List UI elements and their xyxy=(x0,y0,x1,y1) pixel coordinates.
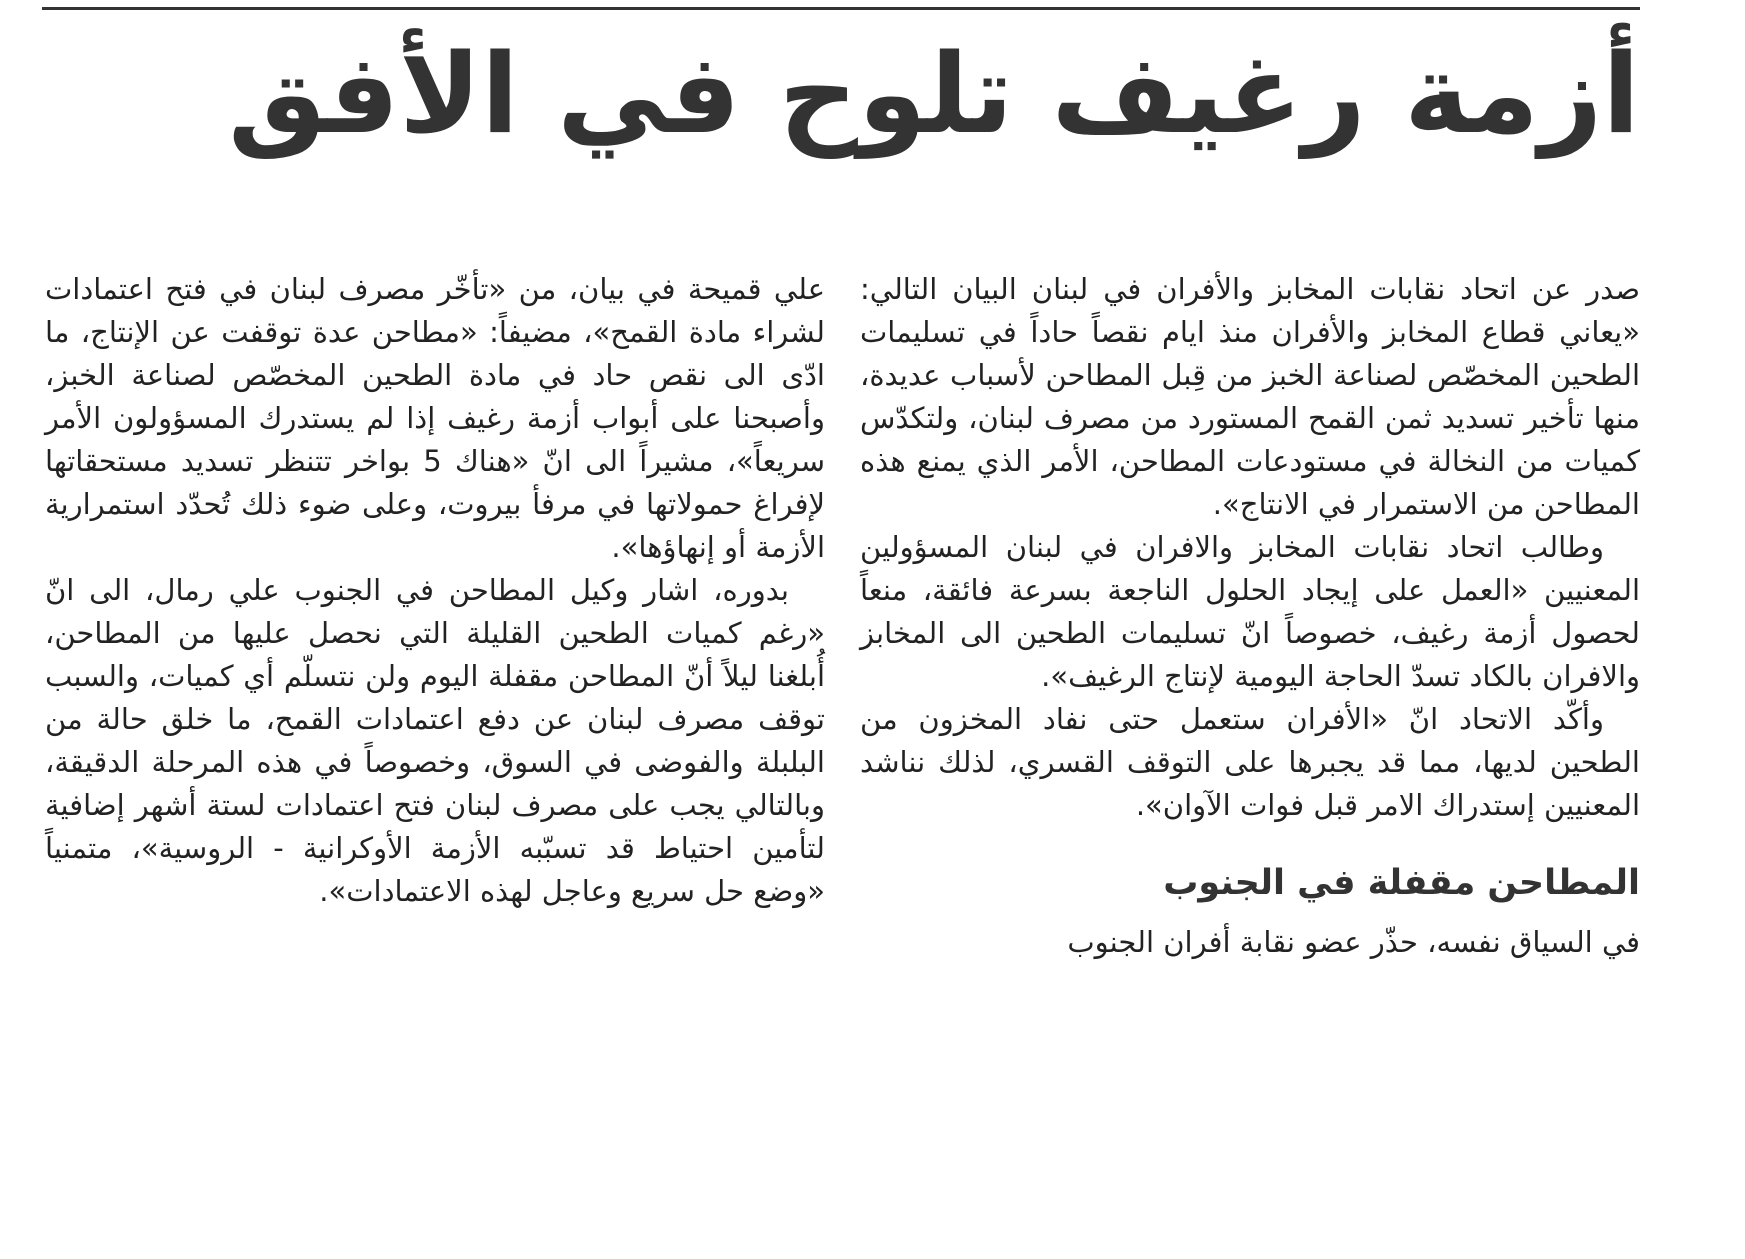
top-divider xyxy=(42,7,1640,10)
paragraph-left-1: علي قميحة في بيان، من «تأخّر مصرف لبنان في فتح اعتمادات لشراء مادة القمح»، مضيفاً: «مطاحن عدة توقفت عن الإنتاج، ما ادّى الى نقص حاد في مادة الطحين المخصّص لصناعة الخبز، وأصبحنا على أبواب أزمة رغيف إذا لم يستدرك المسؤولون الأمر سريعاً»، مشيراً الى انّ «هناك 5 بواخر تتنظر تسديد مستحقاتها لإفراغ حمولاتها في مرفأ بيروت، وعلى ضوء ذلك تُحدّد استمرارية الأزمة أو إنهاؤها». xyxy=(45,272,825,564)
paragraph-right-4: في السياق نفسه، حذّر عضو نقابة أفران الجنوب xyxy=(1067,925,1640,959)
paragraph-right-2: وطالب اتحاد نقابات المخابز والافران في لبنان المسؤولين المعنيين «العمل على إيجاد الحلول الناجعة بسرعة فائقة، منعاً لحصول أزمة رغيف، خصوصاً انّ تسليمات الطحين الى المخابز والافران بالكاد تسدّ الحاجة اليومية لإنتاج الرغيف». xyxy=(860,530,1640,693)
article-column-left xyxy=(45,268,825,913)
paragraph-right-3: وأكّد الاتحاد انّ «الأفران ستعمل حتى نفاد المخزون من الطحين لديها، مما قد يجبرها على التوقف القسري، لذلك نناشد المعنيين إستدراك الامر قبل فوات الآوان». xyxy=(860,702,1640,822)
article-column-right xyxy=(860,268,1640,964)
section-subheading: المطاحن مقفلة في الجنوب xyxy=(1163,863,1640,903)
article-headline: أزمة رغيف تلوح في الأفق xyxy=(228,30,1640,158)
paragraph-right-1: صدر عن اتحاد نقابات المخابز والأفران في لبنان البيان التالي: «يعاني قطاع المخابز والأفران منذ ايام نقصاً حاداً في تسليمات الطحين المخصّص لصناعة الخبز من قِبل المطاحن لأسباب عديدة، منها تأخير تسديد ثمن القمح المستورد من مصرف لبنان، ولتكدّس كميات من النخالة في مستودعات المطاحن، الأمر الذي يمنع هذه المطاحن من الاستمرار في الانتاج». xyxy=(860,272,1640,521)
paragraph-left-2: بدوره، اشار وكيل المطاحن في الجنوب علي رمال، الى انّ «رغم كميات الطحين القليلة التي نحصل عليها من المطاحن، أُبلغنا ليلاً أنّ المطاحن مقفلة اليوم ولن نتسلّم أي كميات، والسبب توقف مصرف لبنان عن دفع اعتمادات القمح، ما خلق حالة من البلبلة والفوضى في السوق، وخصوصاً في هذه المرحلة الدقيقة، وبالتالي يجب على مصرف لبنان فتح اعتمادات لستة أشهر إضافية لتأمين احتياط قد تسبّبه الأزمة الأوكرانية - الروسية»، متمنياً «وضع حل سريع وعاجل لهذه الاعتمادات». xyxy=(45,573,825,908)
